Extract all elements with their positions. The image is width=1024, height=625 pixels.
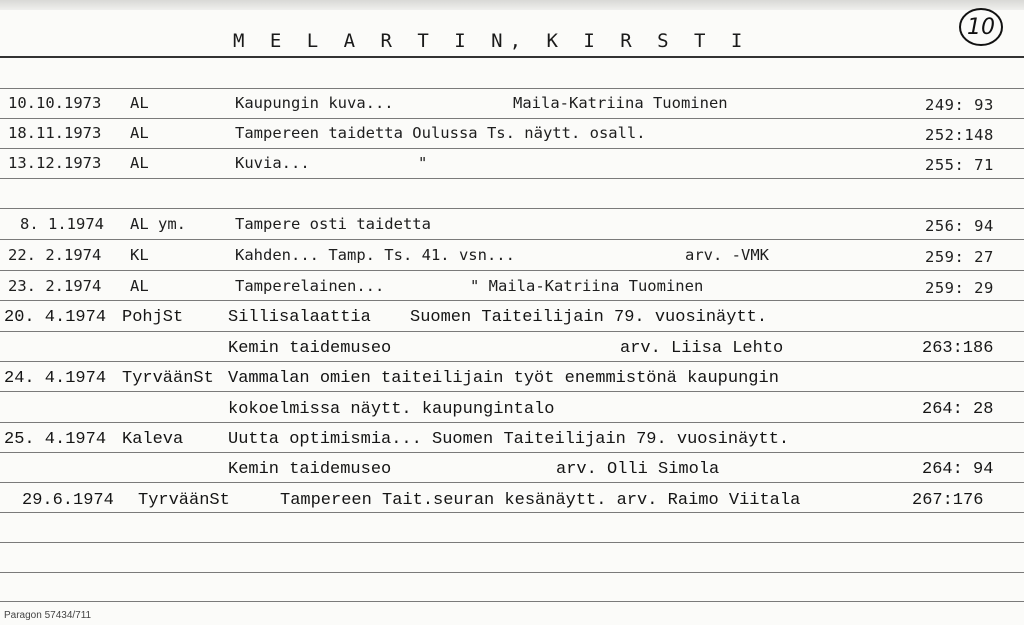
ruled-line bbox=[0, 148, 1024, 149]
entry-ref: 252:148 bbox=[925, 126, 994, 144]
header-rule bbox=[0, 56, 1024, 58]
entry-text: kokoelmissa näytt. kaupungintalo bbox=[228, 400, 555, 419]
ruled-line bbox=[0, 512, 1024, 513]
entry-extra: arv. -VMK bbox=[685, 246, 769, 264]
ruled-line bbox=[0, 452, 1024, 453]
entry-extra: arv. Olli Simola bbox=[556, 460, 720, 479]
entry-extra: " Maila-Katriina Tuominen bbox=[470, 277, 704, 295]
entry-date: 20. 4.1974 bbox=[4, 308, 107, 327]
entry-extra: " bbox=[418, 154, 428, 172]
entry-text: Tamperelainen... bbox=[235, 277, 385, 295]
ruled-line bbox=[0, 300, 1024, 301]
entry-extra: Suomen Taiteilijain 79. vuosinäytt. bbox=[410, 308, 768, 327]
ruled-line bbox=[0, 482, 1024, 483]
entry-text: Uutta optimismia... Suomen Taiteilijain 79. vuosinäytt. bbox=[228, 430, 790, 449]
ruled-line bbox=[0, 239, 1024, 240]
entry-ref: 264: 94 bbox=[922, 460, 994, 479]
entry-ref: 259: 29 bbox=[925, 279, 994, 297]
entry-ref: 256: 94 bbox=[925, 217, 994, 235]
entry-source: AL bbox=[130, 277, 149, 295]
entry-source: AL bbox=[130, 124, 149, 142]
ruled-line bbox=[0, 572, 1024, 573]
entry-text: Vammalan omien taiteilijain työt enemmistönä kaupungin bbox=[228, 369, 779, 388]
entry-source: AL bbox=[130, 154, 149, 172]
entry-date: 8. 1.1974 bbox=[20, 215, 104, 233]
ruled-line bbox=[0, 118, 1024, 119]
card-footer: Paragon 57434/711 bbox=[4, 610, 92, 621]
entry-date: 25. 4.1974 bbox=[4, 430, 107, 449]
entry-source: Kaleva bbox=[122, 430, 184, 449]
entry-text: Tampereen taidetta Oulussa Ts. näytt. osall. bbox=[235, 124, 646, 142]
entry-text: Kemin taidemuseo bbox=[228, 339, 392, 358]
entry-date: 18.11.1973 bbox=[8, 124, 102, 142]
entry-text: Kemin taidemuseo bbox=[228, 460, 392, 479]
ruled-line bbox=[0, 361, 1024, 362]
ruled-line bbox=[0, 422, 1024, 423]
ruled-line bbox=[0, 331, 1024, 332]
entry-source: TyrväänSt bbox=[138, 491, 230, 510]
entry-text: Sillisalaattia bbox=[228, 308, 371, 327]
entry-ref: 263:186 bbox=[922, 339, 994, 358]
card-title: M E L A R T I N, K I R S T I bbox=[233, 30, 750, 52]
entry-text: Tampere osti taidetta bbox=[235, 215, 431, 233]
entry-text: Kuvia... bbox=[235, 154, 310, 172]
entry-extra: Maila-Katriina Tuominen bbox=[513, 94, 728, 112]
entry-text: Kahden... Tamp. Ts. 41. vsn... bbox=[235, 246, 515, 264]
entry-source: PohjSt bbox=[122, 308, 184, 327]
ruled-line bbox=[0, 88, 1024, 89]
entry-date: 29.6.1974 bbox=[22, 491, 114, 510]
entry-date: 24. 4.1974 bbox=[4, 369, 107, 388]
entry-date: 10.10.1973 bbox=[8, 94, 102, 112]
entry-ref: 249: 93 bbox=[925, 96, 994, 114]
page-number: 10 bbox=[967, 15, 995, 40]
entry-source: AL ym. bbox=[130, 215, 186, 233]
entry-source: KL bbox=[130, 246, 149, 264]
entry-extra: arv. Liisa Lehto bbox=[620, 339, 784, 358]
entry-date: 23. 2.1974 bbox=[8, 277, 102, 295]
ruled-line bbox=[0, 270, 1024, 271]
page-number-badge bbox=[956, 6, 1006, 48]
ruled-line bbox=[0, 178, 1024, 179]
entry-ref: 264: 28 bbox=[922, 400, 994, 419]
entry-ref: 267:176 bbox=[912, 491, 984, 510]
entry-ref: 259: 27 bbox=[925, 248, 994, 266]
ruled-line bbox=[0, 601, 1024, 602]
entry-ref: 255: 71 bbox=[925, 156, 994, 174]
entry-source: AL bbox=[130, 94, 149, 112]
entry-source: TyrväänSt bbox=[122, 369, 214, 388]
ruled-line bbox=[0, 208, 1024, 209]
scan-edge bbox=[0, 0, 1024, 10]
ruled-line bbox=[0, 542, 1024, 543]
entry-date: 13.12.1973 bbox=[8, 154, 102, 172]
entry-text: Tampereen Tait.seuran kesänäytt. arv. Raimo Viitala bbox=[280, 491, 801, 510]
entry-text: Kaupungin kuva... bbox=[235, 94, 394, 112]
entry-date: 22. 2.1974 bbox=[8, 246, 102, 264]
ruled-line bbox=[0, 391, 1024, 392]
